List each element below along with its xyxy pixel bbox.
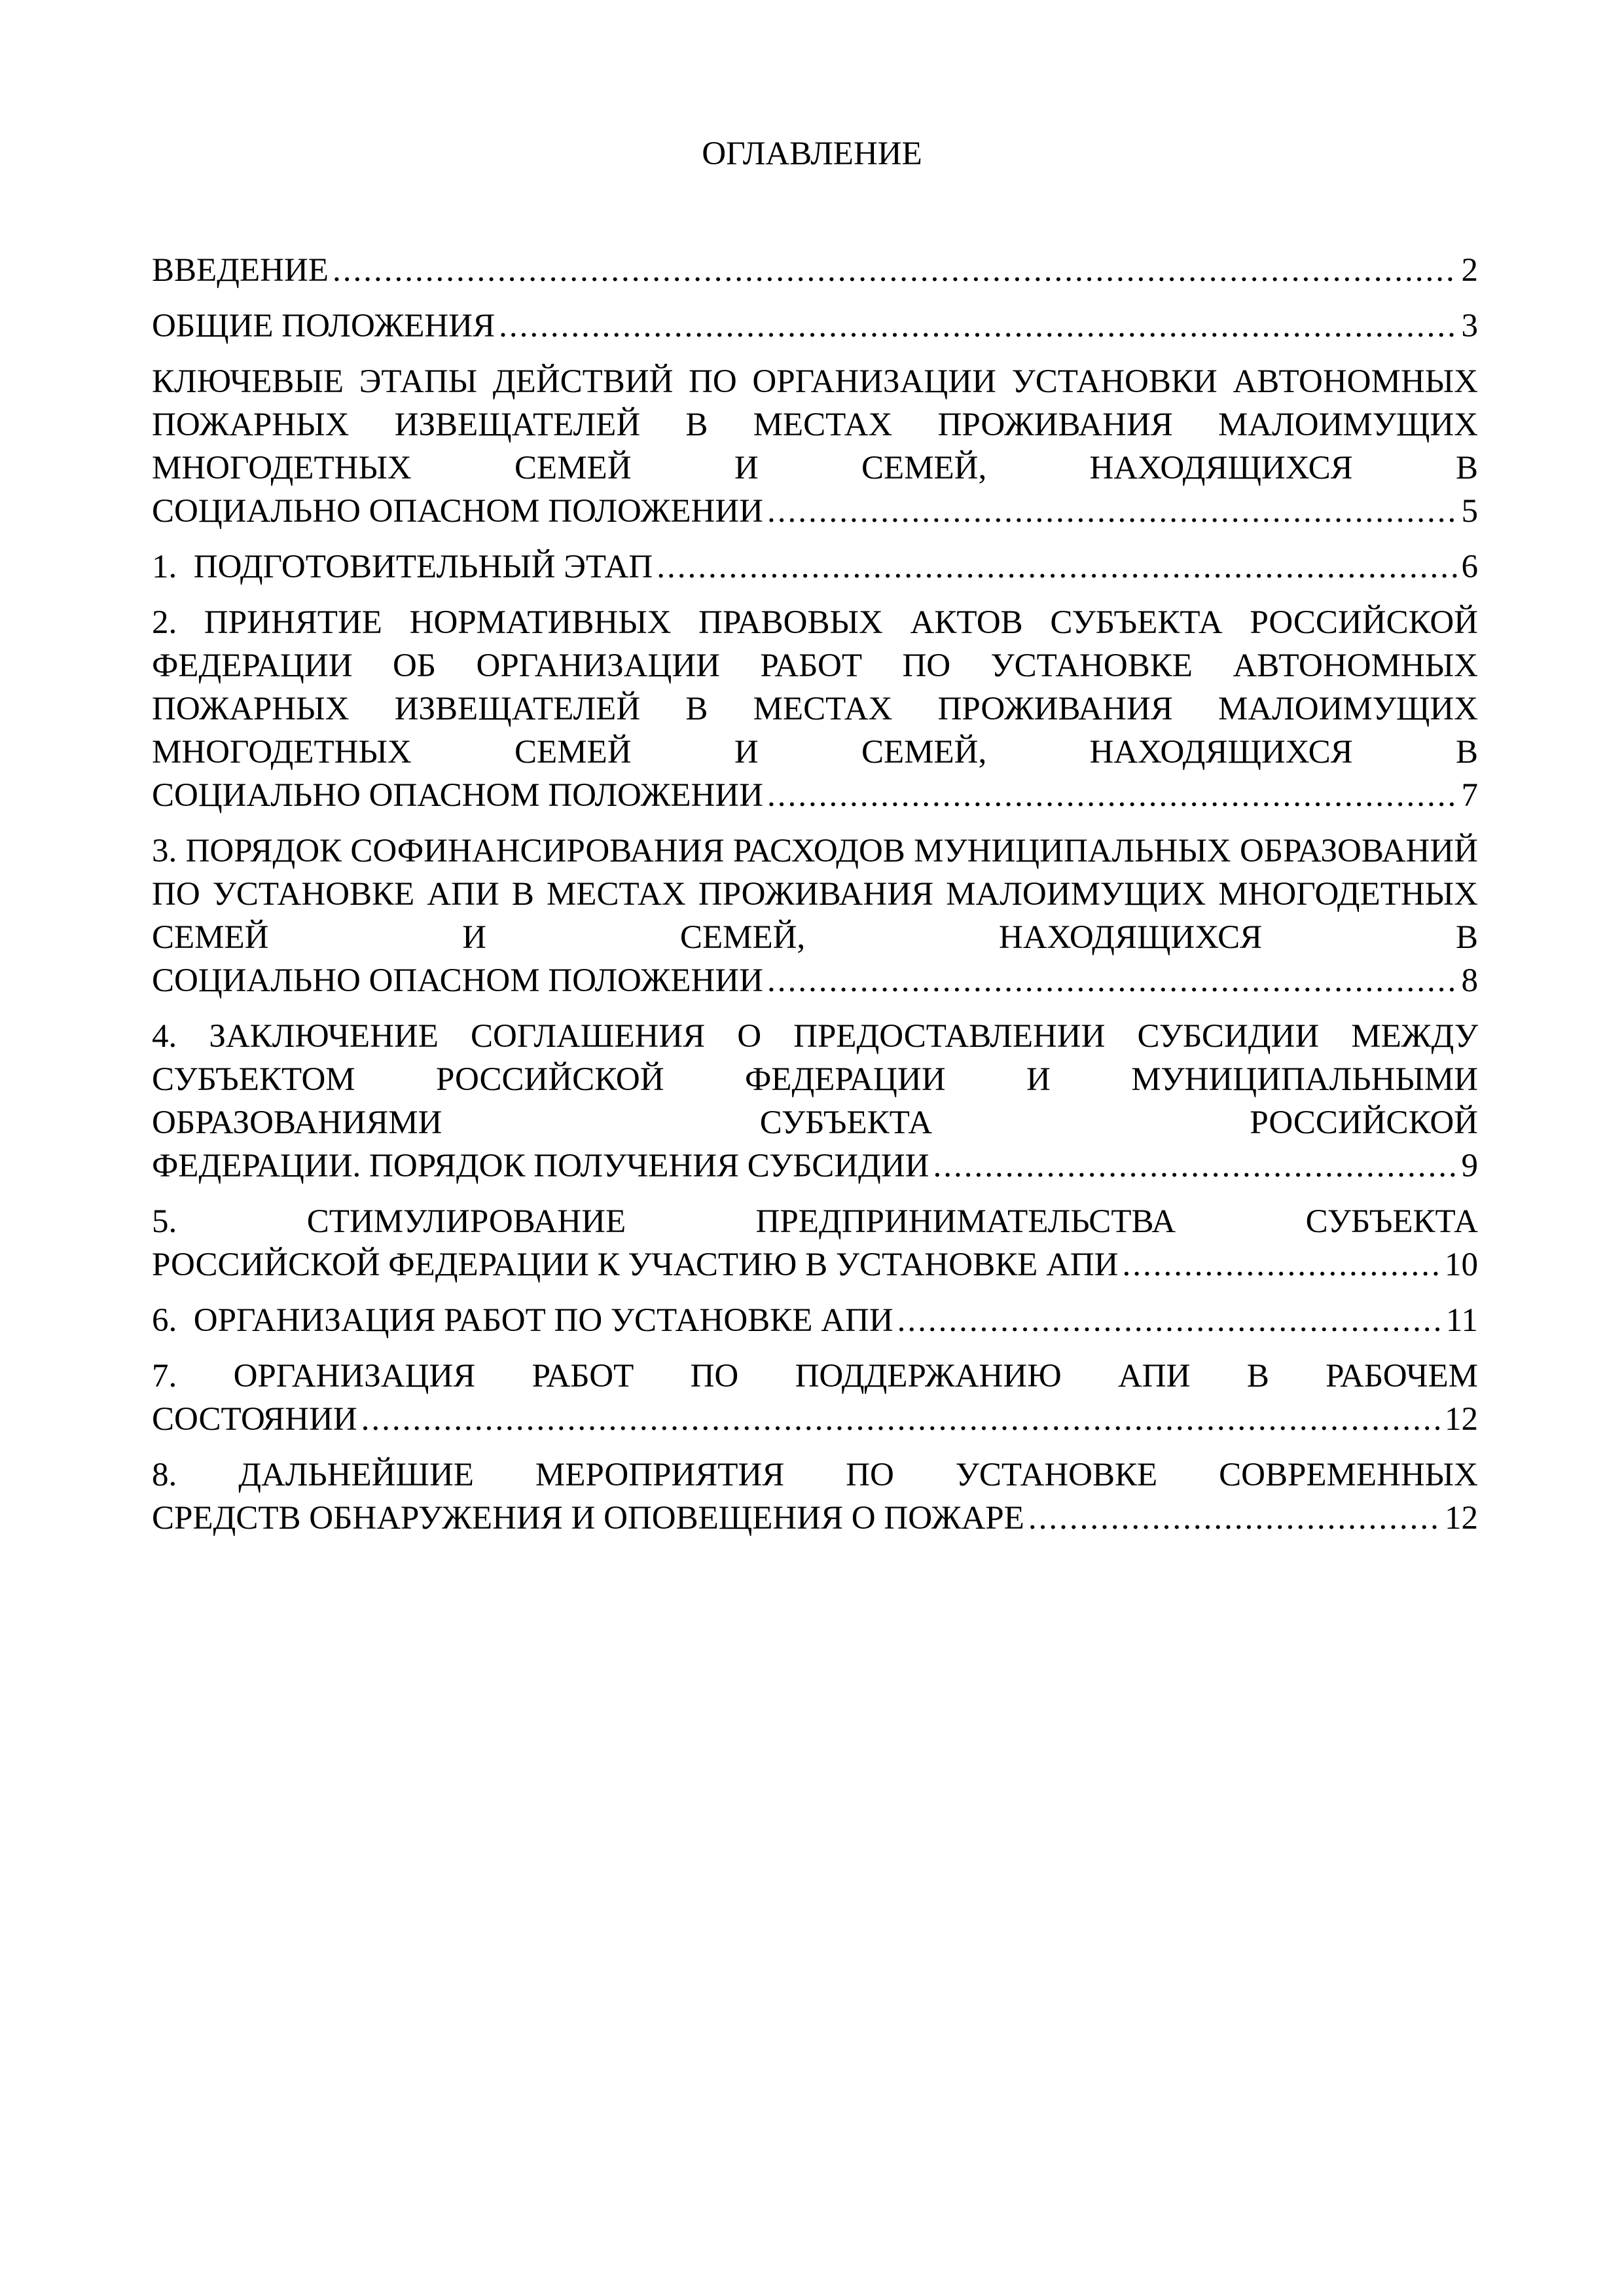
toc-page-number: 6: [1461, 549, 1478, 585]
toc-page-number: 3: [1461, 308, 1478, 344]
toc-page-number: 12: [1445, 1500, 1478, 1537]
toc-entry-title-tail: СРЕДСТВ ОБНАРУЖЕНИЯ И ОПОВЕЩЕНИЯ О ПОЖАРЕ: [152, 1500, 1024, 1537]
toc-leader-dots: [933, 1144, 1458, 1188]
toc-leader-dots: [767, 774, 1458, 817]
toc-entry-introduction[interactable]: [152, 249, 1478, 292]
toc-page-number: 9: [1461, 1148, 1478, 1184]
toc-entry-title-tail: СОЦИАЛЬНО ОПАСНОМ ПОЛОЖЕНИИ: [152, 962, 763, 999]
toc-leader-dots: [657, 545, 1457, 589]
toc-entry-general-provisions[interactable]: [152, 304, 1478, 348]
toc-entry-title-tail: СОЦИАЛЬНО ОПАСНОМ ПОЛОЖЕНИИ: [152, 493, 763, 530]
toc-entry-title: 6. ОРГАНИЗАЦИЯ РАБОТ ПО УСТАНОВКЕ АПИ: [152, 1302, 893, 1339]
toc-page-number: 12: [1445, 1401, 1478, 1438]
toc-entry-title-tail: ФЕДЕРАЦИИ. ПОРЯДОК ПОЛУЧЕНИЯ СУБСИДИИ: [152, 1148, 929, 1184]
toc-page-number: 8: [1461, 962, 1478, 999]
toc-entry-title-tail: СОСТОЯНИИ: [152, 1401, 357, 1438]
toc-leader-dots: [767, 959, 1458, 1002]
toc-entry-title: ВВЕДЕНИЕ: [152, 252, 329, 289]
toc-entry-title-tail: РОССИЙСКОЙ ФЕДЕРАЦИИ К УЧАСТИЮ В УСТАНОВКЕ АПИ: [152, 1247, 1119, 1283]
toc-entry-title-lead: КЛЮЧЕВЫЕ ЭТАПЫ ДЕЙСТВИЙ ПО ОРГАНИЗАЦИИ УСТАНОВКИ АВТОНОМНЫХ ПОЖАРНЫХ ИЗВЕЩАТЕЛЕЙ В МЕСТАХ ПРОЖИВАНИЯ МАЛОИМУЩИХ МНОГОДЕТНЫХ СЕМЕЙ И СЕМЕЙ, НАХОДЯЩИХСЯ В: [152, 363, 1478, 486]
toc-entry-title-lead: 4. ЗАКЛЮЧЕНИЕ СОГЛАШЕНИЯ О ПРЕДОСТАВЛЕНИИ СУБСИДИИ МЕЖДУ СУБЪЕКТОМ РОССИЙСКОЙ ФЕДЕРАЦИИ И МУНИЦИПАЛЬНЫМИ ОБРАЗОВАНИЯМИ СУБЪЕКТА РОССИЙСКОЙ: [152, 1018, 1478, 1141]
toc-entry-section-7[interactable]: [152, 1355, 1478, 1441]
toc-entry-section-5[interactable]: [152, 1200, 1478, 1286]
toc-entry-title: ОБЩИЕ ПОЛОЖЕНИЯ: [152, 308, 496, 344]
toc-title: ОГЛАВЛЕНИЕ: [702, 136, 922, 172]
toc-entry-section-3[interactable]: [152, 829, 1478, 1002]
toc-page-number: 2: [1461, 252, 1478, 289]
toc-page-number: 11: [1445, 1302, 1478, 1339]
table-of-contents: [152, 249, 1478, 1552]
toc-entry-title-tail: СОЦИАЛЬНО ОПАСНОМ ПОЛОЖЕНИИ: [152, 777, 763, 814]
toc-page-number: 5: [1461, 493, 1478, 530]
toc-leader-dots: [361, 1398, 1441, 1441]
toc-entry-title: 1. ПОДГОТОВИТЕЛЬНЫЙ ЭТАП: [152, 549, 653, 585]
toc-entry-title-lead: 3. ПОРЯДОК СОФИНАНСИРОВАНИЯ РАСХОДОВ МУНИЦИПАЛЬНЫХ ОБРАЗОВАНИЙ ПО УСТАНОВКЕ АПИ В МЕСТАХ ПРОЖИВАНИЯ МАЛОИМУЩИХ МНОГОДЕТНЫХ СЕМЕЙ И СЕМЕЙ, НАХОДЯЩИХСЯ В: [152, 833, 1478, 956]
toc-leader-dots: [767, 490, 1458, 533]
toc-entry-title-lead: 2. ПРИНЯТИЕ НОРМАТИВНЫХ ПРАВОВЫХ АКТОВ СУБЪЕКТА РОССИЙСКОЙ ФЕДЕРАЦИИ ОБ ОРГАНИЗАЦИИ РАБОТ ПО УСТАНОВКЕ АВТОНОМНЫХ ПОЖАРНЫХ ИЗВЕЩАТЕЛЕЙ В МЕСТАХ ПРОЖИВАНИЯ МАЛОИМУЩИХ МНОГОДЕТНЫХ СЕМЕЙ И СЕМЕЙ, НАХОДЯЩИХСЯ В: [152, 604, 1478, 771]
toc-entry-title-lead: 8. ДАЛЬНЕЙШИЕ МЕРОПРИЯТИЯ ПО УСТАНОВКЕ СОВРЕМЕННЫХ: [152, 1457, 1478, 1493]
toc-entry-key-stages[interactable]: [152, 360, 1478, 533]
toc-leader-dots: [333, 249, 1458, 292]
toc-entry-section-6[interactable]: [152, 1299, 1478, 1342]
toc-leader-dots: [499, 304, 1457, 348]
toc-page-number: 10: [1445, 1247, 1478, 1283]
toc-entry-section-8[interactable]: [152, 1453, 1478, 1540]
toc-entry-section-2[interactable]: [152, 601, 1478, 817]
toc-page-number: 7: [1461, 777, 1478, 814]
toc-entry-section-1[interactable]: [152, 545, 1478, 589]
toc-entry-title-lead: 5. СТИМУЛИРОВАНИЕ ПРЕДПРИНИМАТЕЛЬСТВА СУБЪЕКТА: [152, 1203, 1478, 1240]
toc-leader-dots: [1123, 1243, 1441, 1286]
toc-leader-dots: [1028, 1497, 1441, 1540]
toc-leader-dots: [897, 1299, 1442, 1342]
toc-entry-title-lead: 7. ОРГАНИЗАЦИЯ РАБОТ ПО ПОДДЕРЖАНИЮ АПИ В РАБОЧЕМ: [152, 1358, 1478, 1394]
toc-entry-section-4[interactable]: [152, 1015, 1478, 1188]
